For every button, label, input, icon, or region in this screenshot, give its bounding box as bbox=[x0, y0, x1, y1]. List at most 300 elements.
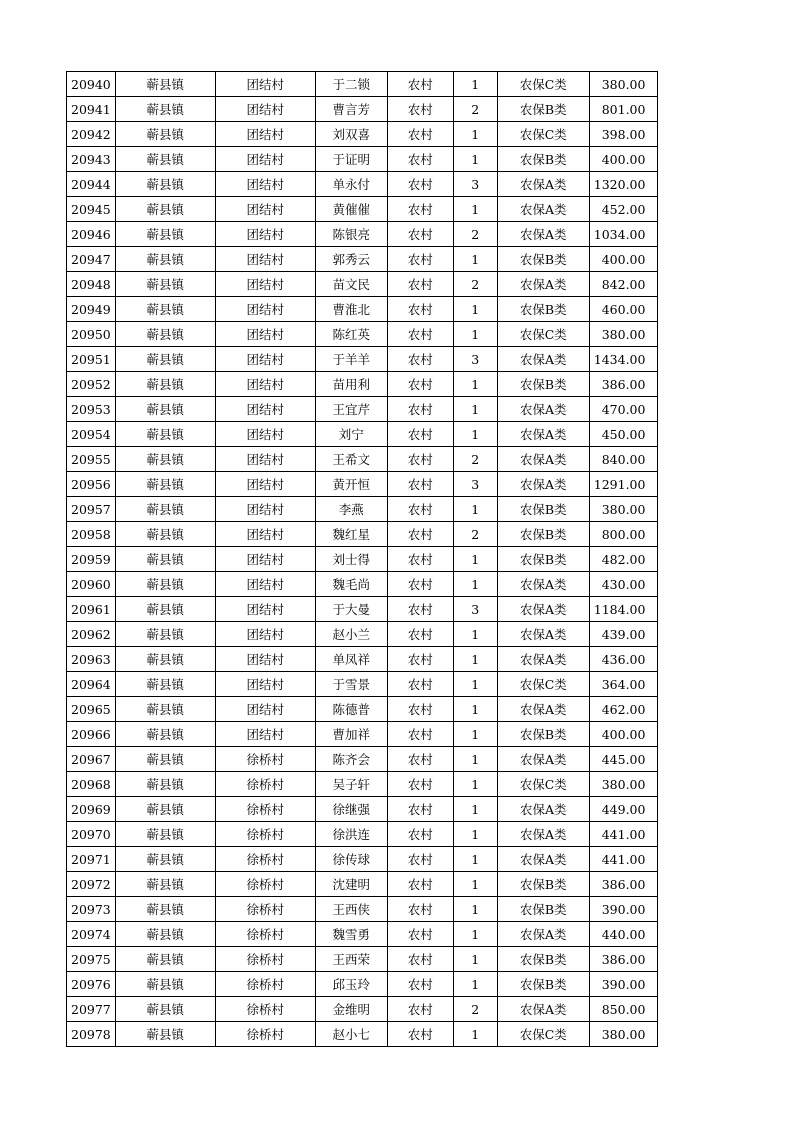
village-cell: 团结村 bbox=[215, 222, 315, 247]
household-type-cell: 农村 bbox=[387, 122, 453, 147]
village-cell: 徐桥村 bbox=[215, 897, 315, 922]
village-cell: 团结村 bbox=[215, 372, 315, 397]
village-cell: 徐桥村 bbox=[215, 772, 315, 797]
town-cell: 蕲县镇 bbox=[115, 747, 215, 772]
name-cell: 金维明 bbox=[315, 997, 387, 1022]
data-table bbox=[66, 71, 658, 1047]
record-id-cell: 20966 bbox=[67, 722, 116, 747]
name-cell: 邱玉玲 bbox=[315, 972, 387, 997]
family-size-cell: 1 bbox=[453, 572, 497, 597]
town-cell: 蕲县镇 bbox=[115, 172, 215, 197]
amount-cell: 400.00 bbox=[589, 247, 658, 272]
record-id-cell: 20978 bbox=[67, 1022, 116, 1047]
amount-cell: 386.00 bbox=[589, 947, 658, 972]
village-cell: 徐桥村 bbox=[215, 847, 315, 872]
table-row bbox=[67, 522, 658, 547]
insurance-class-cell: 农保A类 bbox=[497, 447, 589, 472]
record-id-cell: 20963 bbox=[67, 647, 116, 672]
table-row bbox=[67, 272, 658, 297]
insurance-class-cell: 农保B类 bbox=[497, 947, 589, 972]
village-cell: 团结村 bbox=[215, 172, 315, 197]
village-cell: 团结村 bbox=[215, 347, 315, 372]
name-cell: 刘宁 bbox=[315, 422, 387, 447]
table-row bbox=[67, 297, 658, 322]
amount-cell: 450.00 bbox=[589, 422, 658, 447]
insurance-class-cell: 农保A类 bbox=[497, 797, 589, 822]
record-id-cell: 20940 bbox=[67, 72, 116, 97]
record-id-cell: 20955 bbox=[67, 447, 116, 472]
record-id-cell: 20949 bbox=[67, 297, 116, 322]
household-type-cell: 农村 bbox=[387, 547, 453, 572]
record-id-cell: 20953 bbox=[67, 397, 116, 422]
table-row bbox=[67, 997, 658, 1022]
town-cell: 蕲县镇 bbox=[115, 247, 215, 272]
insurance-class-cell: 农保A类 bbox=[497, 197, 589, 222]
village-cell: 团结村 bbox=[215, 397, 315, 422]
household-type-cell: 农村 bbox=[387, 947, 453, 972]
village-cell: 团结村 bbox=[215, 197, 315, 222]
town-cell: 蕲县镇 bbox=[115, 297, 215, 322]
village-cell: 团结村 bbox=[215, 572, 315, 597]
record-id-cell: 20952 bbox=[67, 372, 116, 397]
insurance-class-cell: 农保B类 bbox=[497, 897, 589, 922]
table-row bbox=[67, 972, 658, 997]
table-row bbox=[67, 672, 658, 697]
table-row bbox=[67, 122, 658, 147]
household-type-cell: 农村 bbox=[387, 822, 453, 847]
table-row bbox=[67, 797, 658, 822]
insurance-class-cell: 农保A类 bbox=[497, 747, 589, 772]
family-size-cell: 1 bbox=[453, 372, 497, 397]
name-cell: 徐洪连 bbox=[315, 822, 387, 847]
household-type-cell: 农村 bbox=[387, 97, 453, 122]
household-type-cell: 农村 bbox=[387, 922, 453, 947]
family-size-cell: 1 bbox=[453, 822, 497, 847]
family-size-cell: 1 bbox=[453, 147, 497, 172]
table-row bbox=[67, 747, 658, 772]
amount-cell: 445.00 bbox=[589, 747, 658, 772]
family-size-cell: 3 bbox=[453, 347, 497, 372]
town-cell: 蕲县镇 bbox=[115, 72, 215, 97]
amount-cell: 430.00 bbox=[589, 572, 658, 597]
amount-cell: 1434.00 bbox=[589, 347, 658, 372]
household-type-cell: 农村 bbox=[387, 1022, 453, 1047]
name-cell: 王宜芹 bbox=[315, 397, 387, 422]
household-type-cell: 农村 bbox=[387, 372, 453, 397]
town-cell: 蕲县镇 bbox=[115, 647, 215, 672]
amount-cell: 1320.00 bbox=[589, 172, 658, 197]
name-cell: 刘双喜 bbox=[315, 122, 387, 147]
insurance-class-cell: 农保C类 bbox=[497, 1022, 589, 1047]
record-id-cell: 20964 bbox=[67, 672, 116, 697]
family-size-cell: 1 bbox=[453, 697, 497, 722]
family-size-cell: 3 bbox=[453, 472, 497, 497]
insurance-class-cell: 农保A类 bbox=[497, 622, 589, 647]
family-size-cell: 1 bbox=[453, 72, 497, 97]
town-cell: 蕲县镇 bbox=[115, 947, 215, 972]
town-cell: 蕲县镇 bbox=[115, 597, 215, 622]
record-id-cell: 20944 bbox=[67, 172, 116, 197]
table-row bbox=[67, 822, 658, 847]
record-id-cell: 20951 bbox=[67, 347, 116, 372]
family-size-cell: 1 bbox=[453, 747, 497, 772]
insurance-class-cell: 农保A类 bbox=[497, 422, 589, 447]
town-cell: 蕲县镇 bbox=[115, 372, 215, 397]
family-size-cell: 1 bbox=[453, 422, 497, 447]
household-type-cell: 农村 bbox=[387, 697, 453, 722]
household-type-cell: 农村 bbox=[387, 747, 453, 772]
record-id-cell: 20968 bbox=[67, 772, 116, 797]
table-row bbox=[67, 1022, 658, 1047]
family-size-cell: 1 bbox=[453, 722, 497, 747]
household-type-cell: 农村 bbox=[387, 897, 453, 922]
record-id-cell: 20965 bbox=[67, 697, 116, 722]
village-cell: 团结村 bbox=[215, 272, 315, 297]
household-type-cell: 农村 bbox=[387, 322, 453, 347]
town-cell: 蕲县镇 bbox=[115, 772, 215, 797]
amount-cell: 380.00 bbox=[589, 772, 658, 797]
table-row bbox=[67, 472, 658, 497]
family-size-cell: 1 bbox=[453, 872, 497, 897]
household-type-cell: 农村 bbox=[387, 497, 453, 522]
table-row bbox=[67, 222, 658, 247]
name-cell: 王西侠 bbox=[315, 897, 387, 922]
village-cell: 团结村 bbox=[215, 472, 315, 497]
family-size-cell: 3 bbox=[453, 597, 497, 622]
name-cell: 刘士得 bbox=[315, 547, 387, 572]
insurance-class-cell: 农保A类 bbox=[497, 172, 589, 197]
record-id-cell: 20950 bbox=[67, 322, 116, 347]
household-type-cell: 农村 bbox=[387, 397, 453, 422]
amount-cell: 482.00 bbox=[589, 547, 658, 572]
amount-cell: 380.00 bbox=[589, 322, 658, 347]
family-size-cell: 1 bbox=[453, 397, 497, 422]
family-size-cell: 2 bbox=[453, 97, 497, 122]
record-id-cell: 20970 bbox=[67, 822, 116, 847]
name-cell: 黄催催 bbox=[315, 197, 387, 222]
amount-cell: 386.00 bbox=[589, 372, 658, 397]
insurance-class-cell: 农保C类 bbox=[497, 122, 589, 147]
village-cell: 团结村 bbox=[215, 422, 315, 447]
table-row bbox=[67, 722, 658, 747]
household-type-cell: 农村 bbox=[387, 472, 453, 497]
name-cell: 于大曼 bbox=[315, 597, 387, 622]
household-type-cell: 农村 bbox=[387, 422, 453, 447]
village-cell: 徐桥村 bbox=[215, 797, 315, 822]
record-id-cell: 20972 bbox=[67, 872, 116, 897]
amount-cell: 436.00 bbox=[589, 647, 658, 672]
town-cell: 蕲县镇 bbox=[115, 722, 215, 747]
village-cell: 团结村 bbox=[215, 297, 315, 322]
town-cell: 蕲县镇 bbox=[115, 1022, 215, 1047]
household-type-cell: 农村 bbox=[387, 272, 453, 297]
name-cell: 王希文 bbox=[315, 447, 387, 472]
insurance-class-cell: 农保A类 bbox=[497, 697, 589, 722]
record-id-cell: 20960 bbox=[67, 572, 116, 597]
name-cell: 吴子轩 bbox=[315, 772, 387, 797]
insurance-class-cell: 农保B类 bbox=[497, 722, 589, 747]
amount-cell: 1184.00 bbox=[589, 597, 658, 622]
town-cell: 蕲县镇 bbox=[115, 472, 215, 497]
town-cell: 蕲县镇 bbox=[115, 447, 215, 472]
family-size-cell: 1 bbox=[453, 847, 497, 872]
insurance-class-cell: 农保C类 bbox=[497, 72, 589, 97]
record-id-cell: 20973 bbox=[67, 897, 116, 922]
table-row bbox=[67, 897, 658, 922]
amount-cell: 390.00 bbox=[589, 897, 658, 922]
name-cell: 单凤祥 bbox=[315, 647, 387, 672]
name-cell: 于羊羊 bbox=[315, 347, 387, 372]
town-cell: 蕲县镇 bbox=[115, 697, 215, 722]
household-type-cell: 农村 bbox=[387, 872, 453, 897]
name-cell: 李燕 bbox=[315, 497, 387, 522]
name-cell: 苗文民 bbox=[315, 272, 387, 297]
town-cell: 蕲县镇 bbox=[115, 547, 215, 572]
village-cell: 徐桥村 bbox=[215, 822, 315, 847]
name-cell: 苗用利 bbox=[315, 372, 387, 397]
amount-cell: 842.00 bbox=[589, 272, 658, 297]
amount-cell: 1291.00 bbox=[589, 472, 658, 497]
village-cell: 团结村 bbox=[215, 447, 315, 472]
town-cell: 蕲县镇 bbox=[115, 797, 215, 822]
town-cell: 蕲县镇 bbox=[115, 522, 215, 547]
insurance-class-cell: 农保B类 bbox=[497, 972, 589, 997]
table-row bbox=[67, 597, 658, 622]
household-type-cell: 农村 bbox=[387, 622, 453, 647]
table-row bbox=[67, 697, 658, 722]
town-cell: 蕲县镇 bbox=[115, 497, 215, 522]
town-cell: 蕲县镇 bbox=[115, 822, 215, 847]
name-cell: 赵小兰 bbox=[315, 622, 387, 647]
insurance-class-cell: 农保C类 bbox=[497, 672, 589, 697]
table-body bbox=[67, 72, 658, 1047]
table-row bbox=[67, 872, 658, 897]
table-row bbox=[67, 497, 658, 522]
village-cell: 团结村 bbox=[215, 322, 315, 347]
insurance-class-cell: 农保B类 bbox=[497, 497, 589, 522]
town-cell: 蕲县镇 bbox=[115, 97, 215, 122]
name-cell: 陈银亮 bbox=[315, 222, 387, 247]
village-cell: 徐桥村 bbox=[215, 972, 315, 997]
name-cell: 曹言芳 bbox=[315, 97, 387, 122]
amount-cell: 400.00 bbox=[589, 722, 658, 747]
table-row bbox=[67, 147, 658, 172]
name-cell: 黄开恒 bbox=[315, 472, 387, 497]
insurance-class-cell: 农保A类 bbox=[497, 272, 589, 297]
amount-cell: 380.00 bbox=[589, 72, 658, 97]
town-cell: 蕲县镇 bbox=[115, 622, 215, 647]
household-type-cell: 农村 bbox=[387, 772, 453, 797]
name-cell: 于证明 bbox=[315, 147, 387, 172]
table-row bbox=[67, 97, 658, 122]
record-id-cell: 20971 bbox=[67, 847, 116, 872]
table-row bbox=[67, 647, 658, 672]
family-size-cell: 1 bbox=[453, 622, 497, 647]
village-cell: 团结村 bbox=[215, 647, 315, 672]
record-id-cell: 20956 bbox=[67, 472, 116, 497]
household-type-cell: 农村 bbox=[387, 297, 453, 322]
table-row bbox=[67, 447, 658, 472]
village-cell: 徐桥村 bbox=[215, 1022, 315, 1047]
family-size-cell: 1 bbox=[453, 897, 497, 922]
insurance-class-cell: 农保B类 bbox=[497, 372, 589, 397]
amount-cell: 462.00 bbox=[589, 697, 658, 722]
family-size-cell: 2 bbox=[453, 522, 497, 547]
amount-cell: 460.00 bbox=[589, 297, 658, 322]
insurance-class-cell: 农保A类 bbox=[497, 472, 589, 497]
village-cell: 团结村 bbox=[215, 547, 315, 572]
village-cell: 徐桥村 bbox=[215, 747, 315, 772]
family-size-cell: 1 bbox=[453, 297, 497, 322]
insurance-class-cell: 农保B类 bbox=[497, 547, 589, 572]
name-cell: 赵小七 bbox=[315, 1022, 387, 1047]
name-cell: 魏红星 bbox=[315, 522, 387, 547]
household-type-cell: 农村 bbox=[387, 997, 453, 1022]
household-type-cell: 农村 bbox=[387, 672, 453, 697]
insurance-class-cell: 农保A类 bbox=[497, 647, 589, 672]
record-id-cell: 20969 bbox=[67, 797, 116, 822]
town-cell: 蕲县镇 bbox=[115, 972, 215, 997]
record-id-cell: 20947 bbox=[67, 247, 116, 272]
record-id-cell: 20962 bbox=[67, 622, 116, 647]
amount-cell: 441.00 bbox=[589, 822, 658, 847]
village-cell: 团结村 bbox=[215, 697, 315, 722]
town-cell: 蕲县镇 bbox=[115, 397, 215, 422]
family-size-cell: 2 bbox=[453, 272, 497, 297]
name-cell: 曹淮北 bbox=[315, 297, 387, 322]
amount-cell: 364.00 bbox=[589, 672, 658, 697]
village-cell: 团结村 bbox=[215, 247, 315, 272]
amount-cell: 800.00 bbox=[589, 522, 658, 547]
table-row bbox=[67, 72, 658, 97]
village-cell: 徐桥村 bbox=[215, 997, 315, 1022]
amount-cell: 398.00 bbox=[589, 122, 658, 147]
record-id-cell: 20941 bbox=[67, 97, 116, 122]
town-cell: 蕲县镇 bbox=[115, 572, 215, 597]
name-cell: 于雪景 bbox=[315, 672, 387, 697]
family-size-cell: 1 bbox=[453, 122, 497, 147]
insurance-class-cell: 农保B类 bbox=[497, 147, 589, 172]
name-cell: 曹加祥 bbox=[315, 722, 387, 747]
amount-cell: 441.00 bbox=[589, 847, 658, 872]
village-cell: 团结村 bbox=[215, 147, 315, 172]
table-row bbox=[67, 172, 658, 197]
household-type-cell: 农村 bbox=[387, 72, 453, 97]
table-row bbox=[67, 247, 658, 272]
table-row bbox=[67, 847, 658, 872]
village-cell: 团结村 bbox=[215, 122, 315, 147]
family-size-cell: 1 bbox=[453, 547, 497, 572]
name-cell: 陈德普 bbox=[315, 697, 387, 722]
village-cell: 徐桥村 bbox=[215, 872, 315, 897]
insurance-class-cell: 农保C类 bbox=[497, 322, 589, 347]
household-type-cell: 农村 bbox=[387, 147, 453, 172]
name-cell: 魏毛尚 bbox=[315, 572, 387, 597]
name-cell: 陈齐会 bbox=[315, 747, 387, 772]
insurance-class-cell: 农保A类 bbox=[497, 822, 589, 847]
record-id-cell: 20959 bbox=[67, 547, 116, 572]
household-type-cell: 农村 bbox=[387, 572, 453, 597]
insurance-class-cell: 农保B类 bbox=[497, 522, 589, 547]
table-row bbox=[67, 397, 658, 422]
table-row bbox=[67, 572, 658, 597]
amount-cell: 400.00 bbox=[589, 147, 658, 172]
amount-cell: 439.00 bbox=[589, 622, 658, 647]
name-cell: 王西荣 bbox=[315, 947, 387, 972]
insurance-class-cell: 农保B类 bbox=[497, 297, 589, 322]
household-type-cell: 农村 bbox=[387, 447, 453, 472]
family-size-cell: 1 bbox=[453, 797, 497, 822]
table-row bbox=[67, 322, 658, 347]
amount-cell: 390.00 bbox=[589, 972, 658, 997]
name-cell: 魏雪勇 bbox=[315, 922, 387, 947]
village-cell: 团结村 bbox=[215, 722, 315, 747]
household-type-cell: 农村 bbox=[387, 597, 453, 622]
family-size-cell: 2 bbox=[453, 222, 497, 247]
household-type-cell: 农村 bbox=[387, 647, 453, 672]
village-cell: 徐桥村 bbox=[215, 922, 315, 947]
village-cell: 团结村 bbox=[215, 72, 315, 97]
record-id-cell: 20967 bbox=[67, 747, 116, 772]
table-row bbox=[67, 622, 658, 647]
insurance-class-cell: 农保A类 bbox=[497, 922, 589, 947]
record-id-cell: 20946 bbox=[67, 222, 116, 247]
household-type-cell: 农村 bbox=[387, 197, 453, 222]
amount-cell: 470.00 bbox=[589, 397, 658, 422]
town-cell: 蕲县镇 bbox=[115, 872, 215, 897]
household-type-cell: 农村 bbox=[387, 972, 453, 997]
family-size-cell: 1 bbox=[453, 1022, 497, 1047]
name-cell: 郭秀云 bbox=[315, 247, 387, 272]
insurance-class-cell: 农保B类 bbox=[497, 872, 589, 897]
village-cell: 团结村 bbox=[215, 672, 315, 697]
town-cell: 蕲县镇 bbox=[115, 322, 215, 347]
family-size-cell: 3 bbox=[453, 172, 497, 197]
insurance-class-cell: 农保B类 bbox=[497, 247, 589, 272]
amount-cell: 449.00 bbox=[589, 797, 658, 822]
village-cell: 团结村 bbox=[215, 622, 315, 647]
record-id-cell: 20945 bbox=[67, 197, 116, 222]
amount-cell: 440.00 bbox=[589, 922, 658, 947]
family-size-cell: 1 bbox=[453, 972, 497, 997]
insurance-class-cell: 农保A类 bbox=[497, 397, 589, 422]
town-cell: 蕲县镇 bbox=[115, 922, 215, 947]
household-type-cell: 农村 bbox=[387, 522, 453, 547]
name-cell: 沈建明 bbox=[315, 872, 387, 897]
town-cell: 蕲县镇 bbox=[115, 347, 215, 372]
village-cell: 徐桥村 bbox=[215, 947, 315, 972]
record-id-cell: 20957 bbox=[67, 497, 116, 522]
family-size-cell: 2 bbox=[453, 997, 497, 1022]
amount-cell: 386.00 bbox=[589, 872, 658, 897]
table-row bbox=[67, 372, 658, 397]
family-size-cell: 1 bbox=[453, 922, 497, 947]
record-id-cell: 20961 bbox=[67, 597, 116, 622]
family-size-cell: 1 bbox=[453, 647, 497, 672]
family-size-cell: 2 bbox=[453, 447, 497, 472]
insurance-class-cell: 农保A类 bbox=[497, 597, 589, 622]
insurance-class-cell: 农保A类 bbox=[497, 847, 589, 872]
family-size-cell: 1 bbox=[453, 247, 497, 272]
town-cell: 蕲县镇 bbox=[115, 147, 215, 172]
town-cell: 蕲县镇 bbox=[115, 422, 215, 447]
record-id-cell: 20948 bbox=[67, 272, 116, 297]
table-row bbox=[67, 947, 658, 972]
town-cell: 蕲县镇 bbox=[115, 222, 215, 247]
insurance-class-cell: 农保C类 bbox=[497, 772, 589, 797]
insurance-class-cell: 农保B类 bbox=[497, 97, 589, 122]
insurance-class-cell: 农保A类 bbox=[497, 572, 589, 597]
